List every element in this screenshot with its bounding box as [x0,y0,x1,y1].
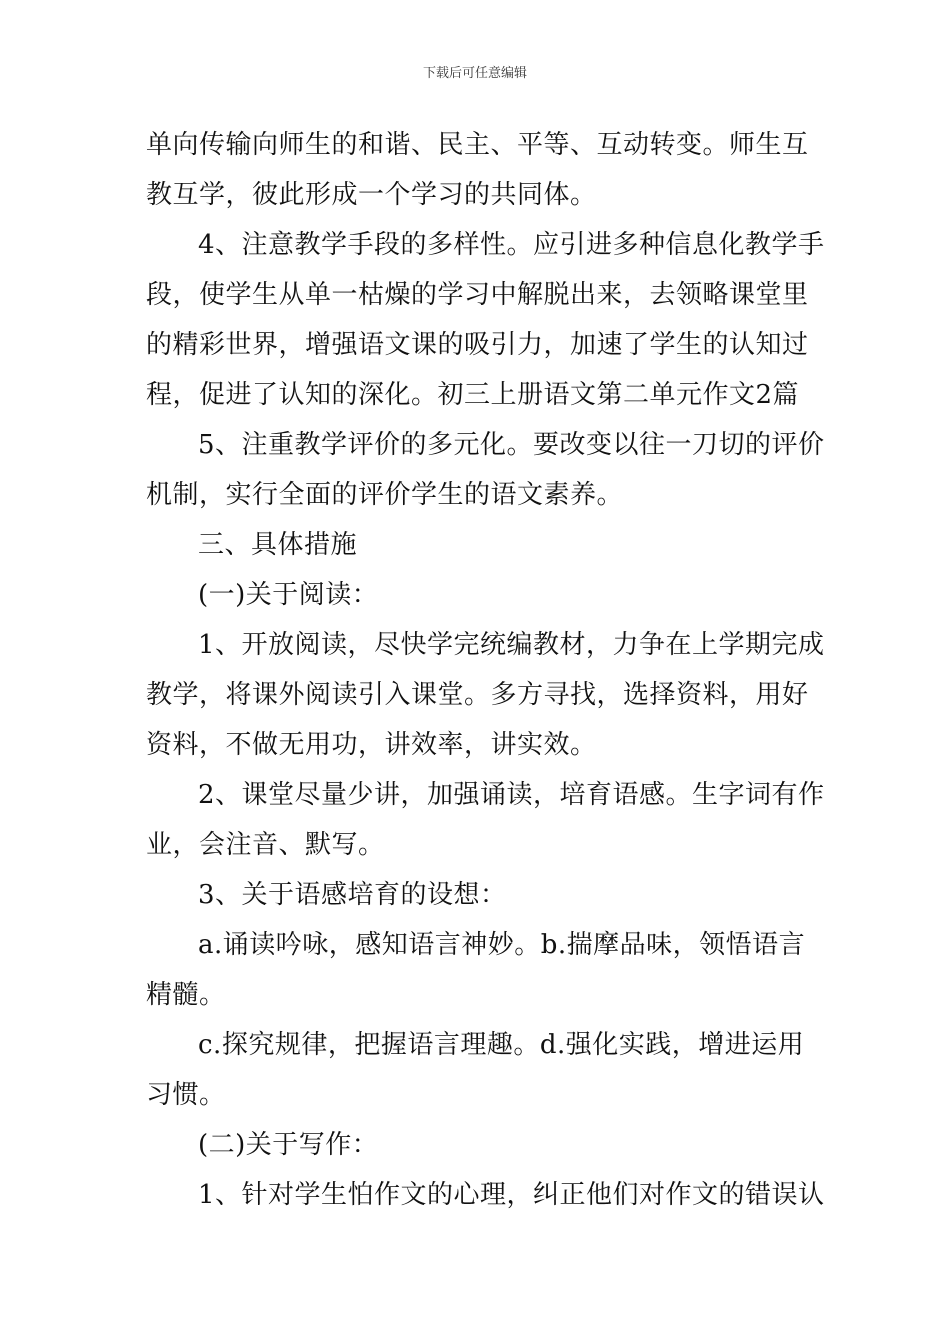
text-line: 3、关于语感培育的设想： [198,880,507,910]
subsection-heading: (一)关于阅读： [198,580,379,610]
text-line: 习惯。 [146,1080,226,1110]
text-line: 资料，不做无用功，讲效率，讲实效。 [146,730,597,760]
text-line: 1、针对学生怕作文的心理，纠正他们对作文的错误认 [198,1180,825,1210]
text-line: 2、课堂尽量少讲，加强诵读，培育语感。生字词有作 [198,780,825,810]
section-heading: 三、具体措施 [198,530,358,560]
text-line: 的精彩世界，增强语文课的吸引力，加速了学生的认知过 [146,330,809,360]
text-line: 段，使学生从单一枯燥的学习中解脱出来，去领略课堂里 [146,280,809,310]
text-line: c.探究规律，把握语言理趣。d.强化实践，增进运用 [198,1030,805,1060]
text-line: 5、注重教学评价的多元化。要改变以往一刀切的评价 [198,430,825,460]
text-line: 教互学，彼此形成一个学习的共同体。 [146,180,597,210]
document-body [146,120,825,1220]
text-line: 单向传输向师生的和谐、民主、平等、互动转变。师生互 [146,130,809,160]
text-line: 机制，实行全面的评价学生的语文素养。 [146,480,624,510]
text-line: 业，会注音、默写。 [146,830,385,860]
text-line: 教学，将课外阅读引入课堂。多方寻找，选择资料，用好 [146,680,809,710]
text-line: 程，促进了认知的深化。初三上册语文第二单元作文2篇 [146,380,800,410]
text-line: 4、注意教学手段的多样性。应引进多种信息化教学手 [198,230,825,260]
text-line: 精髓。 [146,980,226,1010]
text-line: 1、开放阅读，尽快学完统编教材，力争在上学期完成 [198,630,825,660]
subsection-heading: (二)关于写作： [198,1130,379,1160]
page-header: 下载后可任意编辑 [422,66,527,81]
text-line: a.诵读吟咏，感知语言神妙。b.揣摩品味，领悟语言 [198,930,806,960]
